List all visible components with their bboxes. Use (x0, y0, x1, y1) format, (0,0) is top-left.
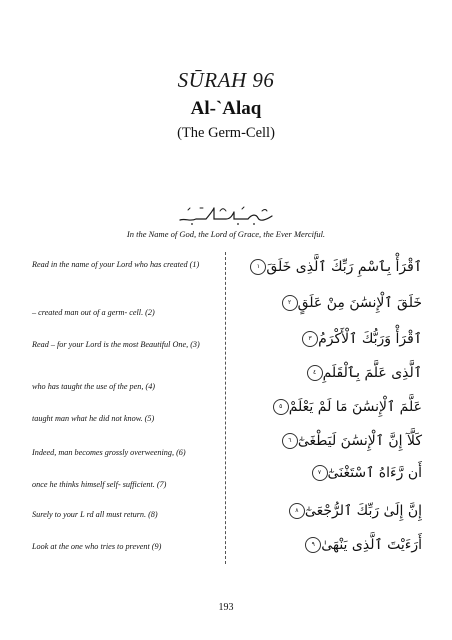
ayah-number-marker: ٧ (312, 465, 328, 481)
verse-english: Read in the name of your Lord who has created (1) (32, 260, 200, 269)
verse-arabic-text: ٱلَّذِى عَلَّمَ بِٱلْقَلَمِ (322, 365, 422, 381)
ayah-number-marker: ٢ (282, 295, 298, 311)
verse-arabic-text: أَن رَّءَاهُ ٱسْتَغْنَىٰٓ (327, 465, 422, 481)
verse-arabic (242, 330, 422, 348)
ayah-number-marker: ٦ (282, 433, 298, 449)
verse-arabic-text: ٱقْرَأْ وَرَبُّكَ ٱلْأَكْرَمُ (318, 331, 422, 347)
verse-arabic (242, 294, 422, 312)
verse-arabic-text: كَلَّآ إِنَّ ٱلْإِنسَٰنَ لَيَطْغَىٰٓ (297, 433, 422, 449)
verse-arabic-text: إِنَّ إِلَىٰ رَبِّكَ ٱلرُّجْعَىٰٓ (304, 503, 422, 519)
ayah-number-marker: ١ (250, 259, 266, 275)
verse-english: who has taught the use of the pen, (4) (32, 382, 156, 391)
ayah-number-marker: ٥ (273, 399, 289, 415)
verse-arabic-text: خَلَقَ ٱلْإِنسَٰنَ مِنْ عَلَقٍ (297, 295, 422, 311)
verse-arabic (242, 398, 422, 416)
surah-number: SŪRAH 96 (177, 68, 275, 92)
verse-english: – created man out of a germ- cell. (2) (32, 308, 155, 317)
verse-arabic-text: عَلَّمَ ٱلْإِنسَٰنَ مَا لَمْ يَعْلَمْ (288, 399, 422, 415)
ayah-number-marker: ٨ (289, 503, 305, 519)
verse-arabic (242, 464, 422, 482)
ayah-number-marker: ٣ (302, 331, 318, 347)
verse-english: Surely to your L rd all must return. (8) (32, 510, 158, 519)
verse-arabic (242, 536, 422, 554)
verse-arabic (242, 432, 422, 450)
column-divider (225, 252, 226, 564)
bismillah-calligraphy (176, 202, 276, 228)
verse-arabic (242, 502, 422, 520)
verse-english: Indeed, man becomes grossly overweening, (6) (32, 448, 186, 457)
verse-arabic-text: أَرَءَيْتَ ٱلَّذِى يَنْهَىٰ (321, 537, 422, 553)
verse-arabic (242, 364, 422, 382)
surah-meaning: (The Germ-Cell) (177, 125, 275, 141)
verse-english: Read – for your Lord is the most Beautiful One, (3) (32, 340, 200, 349)
verse-arabic (242, 258, 422, 276)
bismillah-calligraphy-icon (176, 202, 276, 228)
verse-english: taught man what he did not know. (5) (32, 414, 155, 423)
verse-arabic-text: ٱقْرَأْ بِٱسْمِ رَبِّكَ ٱلَّذِى خَلَقَ (266, 259, 422, 275)
bismillah-translation: In the Name of God, the Lord of Grace, the Ever Merciful. (126, 229, 326, 239)
page-number: 193 (218, 602, 234, 613)
ayah-number-marker: ٩ (305, 537, 321, 553)
surah-name: Al-`Alaq (190, 98, 262, 119)
verse-english: once he thinks himself self- sufficient. (7) (32, 480, 167, 489)
ayah-number-marker: ٤ (307, 365, 323, 381)
verse-english: Look at the one who tries to prevent (9) (32, 542, 162, 551)
